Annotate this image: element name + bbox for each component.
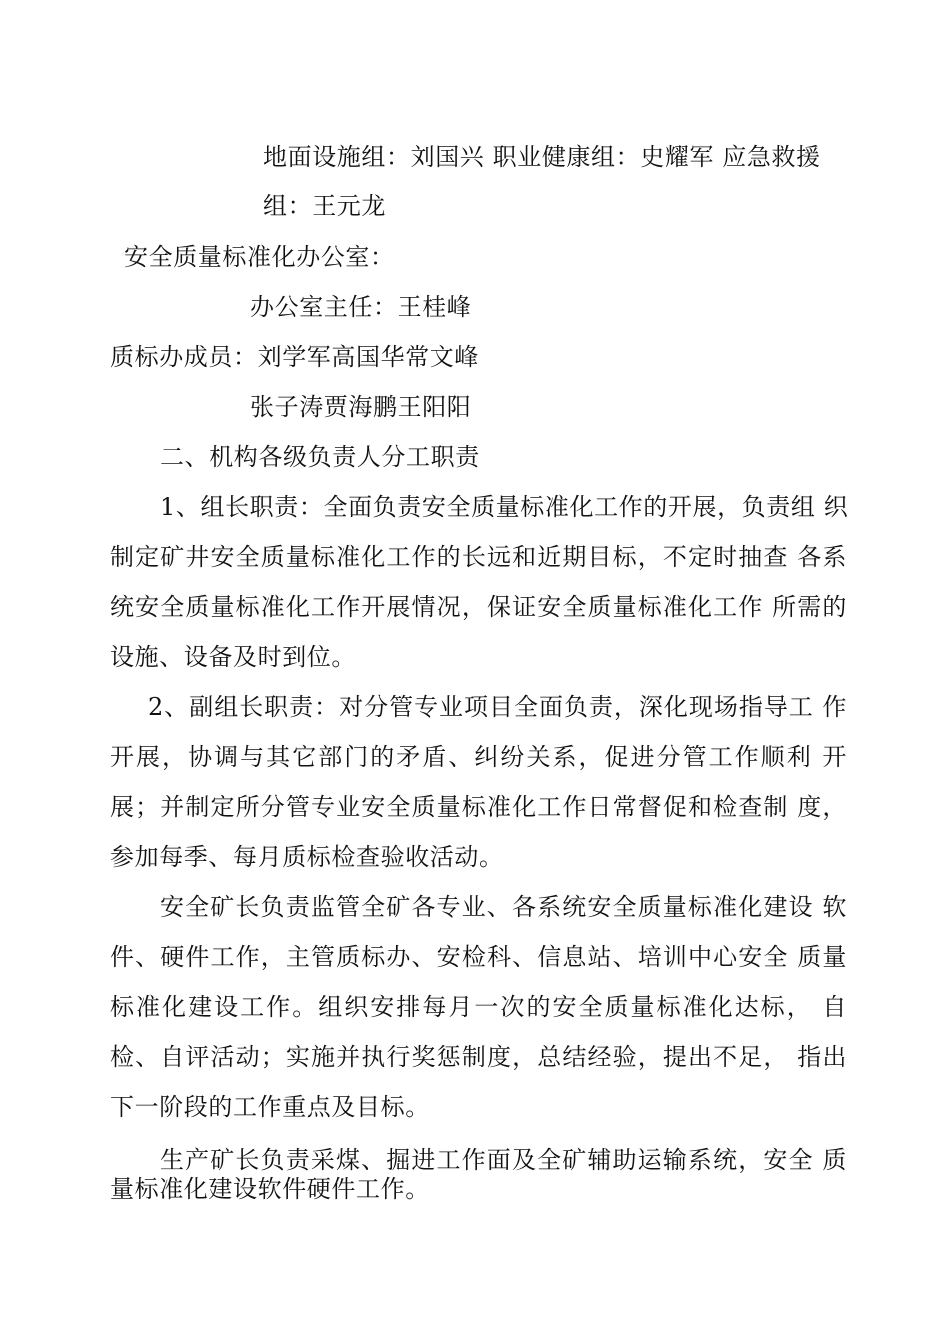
paragraph-2-line: 2、副组长职责：对分管专业项目全面负责，深化现场指导工 作 — [148, 693, 847, 721]
paragraph-4-line: 量标准化建设软件硬件工作。 — [110, 1175, 430, 1203]
paragraph-1-line: 1、组长职责：全面负责安全质量标准化工作的开展，负责组 织 — [160, 493, 849, 521]
paragraph-3-line: 安全矿长负责监管全矿各专业、各系统安全质量标准化建设 软 — [160, 893, 847, 921]
groups-line-2: 组：王元龙 — [263, 192, 386, 220]
paragraph-3-line: 检、自评活动；实施并执行奖惩制度，总结经验，提出不足， 指出 — [110, 1043, 847, 1071]
paragraph-2-line: 开展，协调与其它部门的矛盾、纠纷关系，促进分管工作顺利 开 — [110, 743, 847, 771]
paragraph-1-line: 设施、设备及时到位。 — [110, 643, 356, 671]
paragraph-1-line: 统安全质量标准化工作开展情况，保证安全质量标准化工作 所需的 — [110, 593, 847, 621]
paragraph-3-line: 标准化建设工作。组织安排每月一次的安全质量标准化达标， 自 — [110, 993, 847, 1021]
section-heading: 二、机构各级负责人分工职责 — [160, 443, 480, 471]
members-line-1: 质标办成员：刘学军高国华常文峰 — [110, 343, 479, 371]
office-heading: 安全质量标准化办公室： — [124, 243, 395, 271]
paragraph-3-line: 下一阶段的工作重点及目标。 — [110, 1093, 430, 1121]
members-line-2: 张子涛贾海鹏王阳阳 — [250, 393, 472, 421]
groups-line-1: 地面设施组：刘国兴 职业健康组：史耀军 应急救援 — [263, 143, 821, 171]
paragraph-2-line: 参加每季、每月质标检查验收活动。 — [110, 843, 504, 871]
paragraph-3-line: 件、硬件工作，主管质标办、安检科、信息站、培训中心安全 质量 — [110, 943, 847, 971]
paragraph-2-line: 展；并制定所分管专业安全质量标准化工作日常督促和检查制 度， — [110, 793, 847, 821]
paragraph-1-line: 制定矿井安全质量标准化工作的长远和近期目标，不定时抽查 各系 — [110, 543, 847, 571]
office-director: 办公室主任：王桂峰 — [250, 293, 472, 321]
paragraph-4-line: 生产矿长负责采煤、掘进工作面及全矿辅助运输系统，安全 质 — [160, 1146, 847, 1174]
